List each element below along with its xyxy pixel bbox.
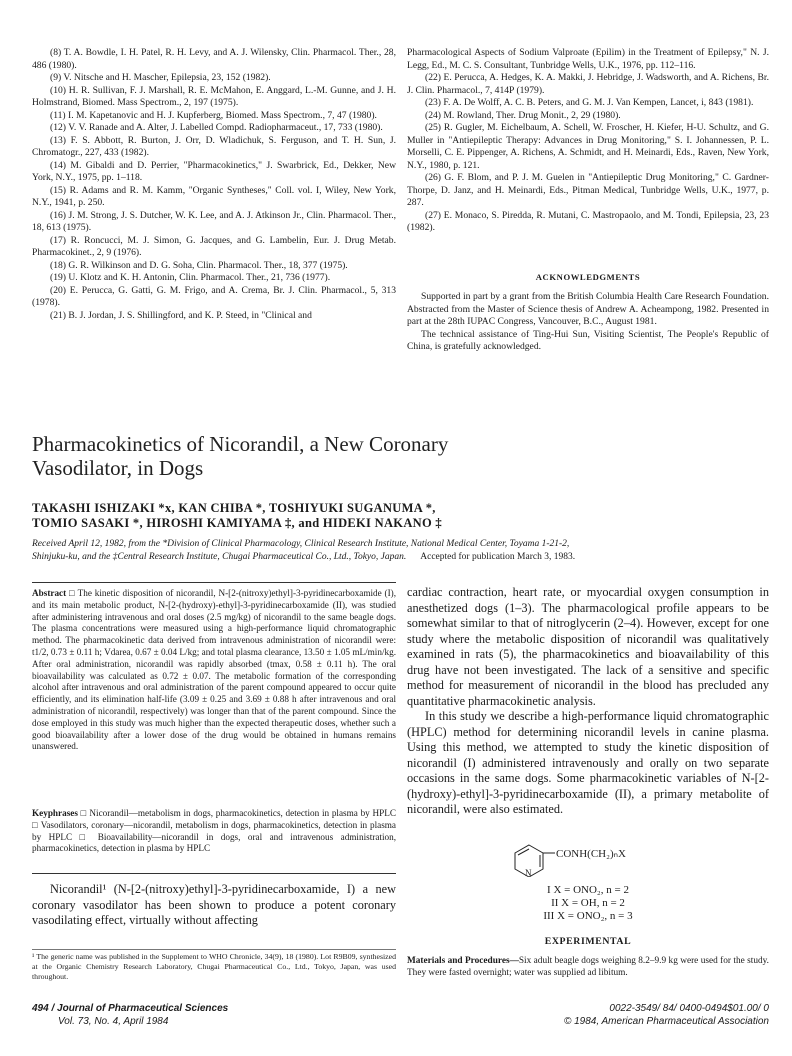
reference-item: (22) E. Perucca, A. Hedges, K. A. Makki, J. Hebridge, J. Wadsworth, and A. Richens, Br. J. Clin. Pharmacol., 7, 414P (1979). [407, 72, 769, 96]
abstract-label: Abstract □ [32, 588, 76, 598]
journal-footer-right [407, 1003, 769, 1028]
reference-item: (9) V. Nitsche and H. Mascher, Epilepsia, 23, 152 (1982). [50, 72, 271, 83]
abstract-block [32, 588, 396, 753]
reference-item: (10) H. R. Sullivan, F. J. Marshall, R. E. McMahon, E. Anggard, L.-M. Gunne, and J. H. Holmstrand, Biomed. Mass Spectrom., 2, 197 (1975). [32, 84, 396, 108]
journal-citation: 494 / Journal of Pharmaceutical Sciences [32, 1003, 229, 1014]
accepted-date: Accepted for publication March 3, 1983. [420, 551, 576, 562]
footnote-text: ¹ The generic name was published in the Supplement to WHO Chronicle, 34(9), 18 (1980). Lot R9B09, synthesized at the Organic Chemistry Research Laboratory, Chugai Pharmaceutical Co., Ltd., Tokyo, Japan, was used throughout. [32, 952, 396, 981]
acknowledgments-section [407, 272, 769, 354]
title-line: Pharmacokinetics of Nicorandil, a New Coronary [32, 432, 449, 456]
received-affiliations [32, 538, 772, 563]
introduction-right [407, 585, 769, 818]
methods-block [407, 955, 769, 979]
methods-text: Six adult beagle dogs weighing 8.2–9.9 kg were used for the study. They were fasted overnight; water was supplied ad libitum. [407, 956, 769, 978]
ring-nitrogen-label: N [525, 868, 532, 877]
journal-volume: Vol. 73, No. 4, April 1984 [58, 1015, 169, 1027]
compound-list [407, 884, 769, 923]
reference-item: (19) U. Klotz and K. H. Antonin, Clin. Pharmacol. Ther., 21, 736 (1977). [50, 272, 331, 283]
substituent-label: CONH(CH₂)ₙX [556, 848, 626, 860]
reference-item: (20) E. Perucca, G. Gatti, G. M. Frigo, and A. Crema, Br. J. Clin. Pharmacol., 5, 313 (1978). [32, 284, 396, 308]
abstract-text: The kinetic disposition of nicorandil, N-[2-(nitroxy)ethyl]-3-pyridinecarboxamide (I), and its main metabolic product, N-[2-(hydroxy)-ethyl]-3-pyridinecarboxamide (II), was studied after administering intravenous and oral doses (2.5 mg/kg) of nicorandil to the same beagle dogs. The plasma concentrations were measured using a high-performance liquid chromatographic method. The pharmacokinetic data derived from intravenous administration of nicorandil were: t1/2, 0.73 ± 0.11 h; Vdarea, 0.67 ± 0.04 L/kg; and total plasma clearance, 13.50 ± 1.05 mL/min/kg. After oral administration, nicorandil was rapidly absorbed (tmax, 0.58 ± 0.11 h). The oral bioavailability was calculated as 0.72 ± 0.07. The metabolic formation of the corresponding alcohol after intravenous and oral administration of the parent compound appeared to occur quite efficiently, and its elimination half-life (3.09 ± 0.25 and 3.69 ± 0.88 h after intravenous and oral administration of nicorandil, respectively) was longer than that of the parent compound. Since the dose employed in this study was much higher than the expected therapeutic doses, whether such a good bioavailability after a lower dose of the drug would be obtained in humans remains unanswered. [32, 588, 396, 752]
footnote-rule [32, 949, 396, 950]
reference-item: (8) T. A. Bowdle, I. H. Patel, R. H. Levy, and A. J. Wilensky, Clin. Pharmacol. Ther., 28, 486 (1980). [32, 47, 396, 71]
abstract-bottom-rule [32, 873, 396, 874]
reference-item: (11) I. M. Kapetanovic and H. J. Kupferberg, Biomed. Mass Spectrom., 7, 47 (1980). [50, 109, 377, 121]
authors-line: TOMIO SASAKI *, HIROSHI KAMIYAMA ‡, and HIDEKI NAKANO ‡ [32, 516, 442, 530]
reference-item: (12) V. V. Ranade and A. Alter, J. Labelled Compd. Radiopharmaceut., 17, 733 (1980). [50, 122, 383, 133]
reference-item: (23) F. A. De Wolff, A. C. B. Peters, and G. M. J. Van Kempen, Lancet, i, 843 (1981). [425, 97, 754, 108]
acknowledgments-paragraph: The technical assistance of Ting-Hui Sun, Visiting Scientist, The People's Republic of China, is gratefully acknowledged. [407, 328, 769, 352]
reference-item: (15) R. Adams and R. M. Kamm, "Organic Syntheses," Coll. vol. I, Wiley, New York, N.Y., 1941, p. 250. [32, 184, 396, 208]
pyridine-ring-drawing [507, 843, 707, 877]
acknowledgments-heading: ACKNOWLEDGMENTS [535, 272, 641, 282]
acknowledgments-paragraph: Supported in part by a grant from the British Columbia Health Care Research Foundation. Abstracted from the Master of Science thesis of Andrew A. Acheampong, 1982. Presented in part at the 28th IUPAC Congress, Vancouver, B.C., August 1981. [407, 291, 769, 327]
reference-item: (24) M. Rowland, Ther. Drug Monit., 2, 29 (1980). [425, 109, 621, 121]
references-left-column [32, 47, 396, 322]
body-paragraph: In this study we describe a high-performance liquid chromatographic (HPLC) method for determining nicorandil levels in canine plasma. Using this method, we attempted to study the kinetic disposition of nicorandil (I) administered intravenously and orally on two separate occasions in the same dogs. Some pharmacokinetic variables of N-[2-(hydroxy)-ethyl]-3-pyridinecarboxamide (II), a primary metabolite of nicorandil, were also estimated. [407, 709, 769, 816]
compound-item: I X = ONO₂, n = 2 [547, 884, 629, 896]
authors-line: TAKASHI ISHIZAKI *x, KAN CHIBA *, TOSHIYUKI SUGANUMA *, [32, 501, 436, 515]
experimental-heading: EXPERIMENTAL [544, 936, 632, 947]
reference-item: (13) F. S. Abbott, R. Burton, J. Orr, D. Wladichuk, S. Ferguson, and T. H. Sun, J. Chromatogr., 227, 433 (1982). [32, 134, 396, 158]
received-line: Shinjuku-ku, and the ‡Central Research Institute, Chugai Pharmaceutical Co., Ltd., Tokyo, Japan. Accepted for publication March 3, 1983. [32, 551, 576, 562]
reference-item: (14) M. Gibaldi and D. Perrier, "Pharmacokinetics," J. Swarbrick, Ed., Dekker, New York, N.Y., 1975, pp. 1–118. [32, 159, 396, 183]
compound-item: III X = ONO₂, n = 3 [543, 910, 633, 922]
references-right-column [407, 47, 769, 235]
keyphrases-text: Nicorandil—metabolism in dogs, pharmacokinetics, detection in plasma by HPLC □ Vasodilators, coronary—nicorandil, metabolism in dogs, pharmacokinetics, detection in plasma by HPLC □ Bioavailability—nicorandil in dogs, oral and intravenous administration, pharmacokinetics, detection in plasma by HPLC [32, 808, 396, 854]
compound-item: II X = OH, n = 2 [551, 897, 625, 909]
reference-item: (25) R. Gugler, M. Eichelbaum, A. Schell, W. Froscher, H. Kiefer, H-U. Schultz, and G. Muller in "Antiepileptic Therapy: Advances in Drug Monitoring," S. I. Johannessen, P. L. Morselli, C. E. Pippenger, A. Richens, A. Schmidt, and H. Meinardi, Eds., Raven, New York, N.Y., 1980, p. 121. [407, 122, 769, 171]
title-line: Vasodilator, in Dogs [32, 456, 204, 480]
reference-item: Pharmacological Aspects of Sodium Valproate (Epilim) in the Treatment of Epilepsy," N. J. Legg, Ed., M. C. S. Consultant, Tunbridge Wells, U.K., 1976, pp. 112–116. [407, 47, 769, 71]
reference-item: (17) R. Roncucci, M. J. Simon, G. Jacques, and G. Lambelin, Eur. J. Drug Metab. Pharmacokinet., 2, 9 (1976). [32, 234, 396, 258]
reference-item: (18) G. R. Wilkinson and D. G. Soha, Clin. Pharmacol. Ther., 18, 377 (1975). [50, 259, 348, 271]
journal-footer-left [32, 1003, 392, 1028]
copyright-notice: © 1984, American Pharmaceutical Association [563, 1015, 769, 1027]
intro-paragraph: Nicorandil¹ (N-[2-(nitroxy)ethyl]-3-pyridinecarboxamide, I) a new coronary vasodilator has been shown to produce a potent coronary vasodilating effect, virtually without affecting [32, 882, 396, 927]
received-line: Received April 12, 1982, from the *Division of Clinical Pharmacology, Clinical Research Institute, National Medical Center, Toyama 1-21-2, [32, 539, 570, 549]
article-title [32, 432, 772, 480]
author-list [32, 501, 772, 531]
abstract-top-rule [32, 582, 396, 583]
reference-item: (26) G. F. Blom, and P. J. M. Guelen in "Antiepileptic Drug Monitoring," C. Gardner-Thorpe, D. Janz, and H. Meinardi, Eds., Pitman Medical, Tunbridge Wells, U.K., 1977, p. 287. [407, 172, 769, 208]
keyphrases-label: Keyphrases □ [32, 808, 87, 818]
experimental-section [407, 936, 769, 947]
body-paragraph: cardiac contraction, heart rate, or myocardial oxygen consumption in anesthetized dogs (1–3). The pharmacological profile appears to be somewhat similar to that of nitroglycerin (2–4). However, except for one study where the metabolic disposition of nicorandil was qualitatively examined in rats (5), the pharmacokinetics and bioavailability of this drug have not been investigated. The lack of a sensitive and specific method for measurement of nicorandil in the blood has precluded any quantitative pharmacokinetic analysis. [407, 585, 769, 708]
reference-item: (16) J. M. Strong, J. S. Dutcher, W. K. Lee, and A. J. Atkinson Jr., Clin. Pharmacol. Ther., 18, 613 (1975). [32, 209, 396, 233]
methods-label: Materials and Procedures— [407, 956, 519, 966]
introduction-left [32, 882, 396, 929]
reference-item: (21) B. J. Jordan, J. S. Shillingford, and K. P. Steed, in "Clinical and [50, 309, 312, 321]
chemical-structure [507, 843, 707, 877]
issn-code: 0022-3549/ 84/ 0400-0494$01.00/ 0 [609, 1003, 769, 1014]
reference-item: (27) E. Monaco, S. Piredda, R. Mutani, C. Mastropaolo, and M. Tondi, Epilepsia, 23, 23 (1982). [407, 209, 769, 233]
keyphrases-block [32, 808, 396, 855]
footnote [32, 952, 396, 982]
